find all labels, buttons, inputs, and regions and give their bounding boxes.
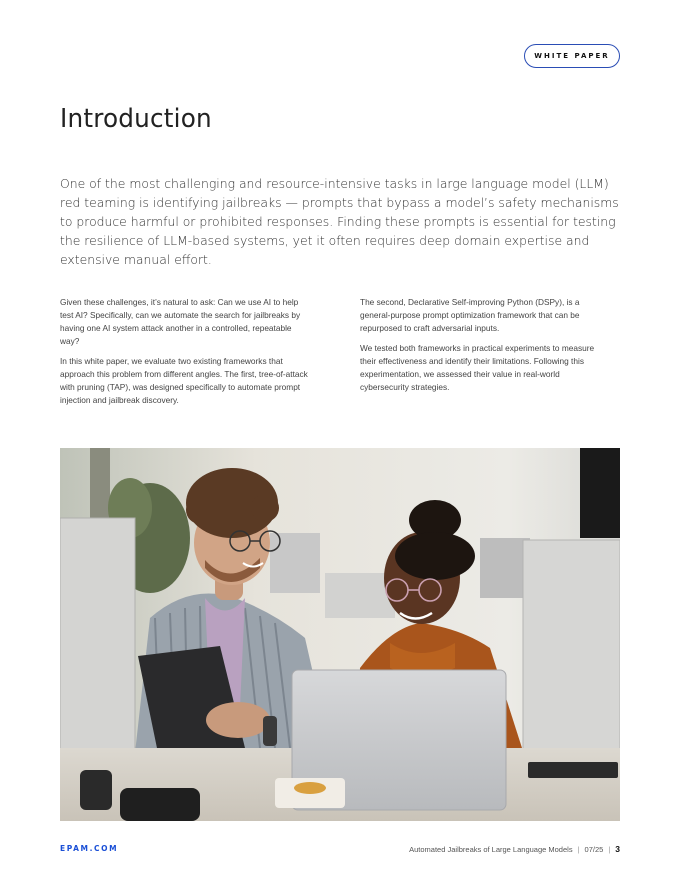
- publication-date: 07/25: [584, 844, 604, 854]
- office-photo: [60, 448, 620, 821]
- separator: |: [577, 844, 580, 854]
- separator: |: [608, 844, 611, 854]
- body-paragraph: The second, Declarative Self-improving Python (DSPy), is a general-purpose prompt optimization framework that can be repurposed to craft adversarial inputs.: [360, 297, 580, 333]
- body-column-left: [60, 296, 310, 414]
- page-title: Introduction: [60, 104, 212, 134]
- body-paragraph: In this white paper, we evaluate two existing frameworks that approach this problem from different angles. The first, tree-of-attack with pruning (TAP), was designed specifically to automate prompt injection and jailbreak discovery.: [60, 356, 308, 405]
- body-paragraph: Given these challenges, it’s natural to ask: Can we use AI to help test AI? Specifically, can we automate the search for jailbreaks by having one AI system attack another in a controlled, repeatable way?: [60, 297, 301, 346]
- epam-brand-link[interactable]: EPAM.COM: [60, 844, 119, 853]
- body-column-right: [360, 296, 610, 401]
- document-title: Automated Jailbreaks of Large Language Models: [409, 844, 573, 854]
- white-paper-badge: WHITE PAPER: [524, 44, 620, 68]
- lead-paragraph: One of the most challenging and resource-intensive tasks in large language model (LLM) red teaming is identifying jailbreaks — prompts that bypass a model’s safety mechanisms to produce harmful or prohibited responses. Finding these prompts is essential for testing the resilience of LLM-based systems, yet it often requires deep domain expertise and extensive manual effort.: [60, 176, 619, 267]
- body-paragraph: We tested both frameworks in practical experiments to measure their effectiveness and identify their limitations. Following this experimentation, we assessed their value in real-world cybersecurity strategies.: [360, 343, 595, 392]
- footer-meta: [409, 844, 620, 854]
- page-number: 3: [615, 844, 620, 854]
